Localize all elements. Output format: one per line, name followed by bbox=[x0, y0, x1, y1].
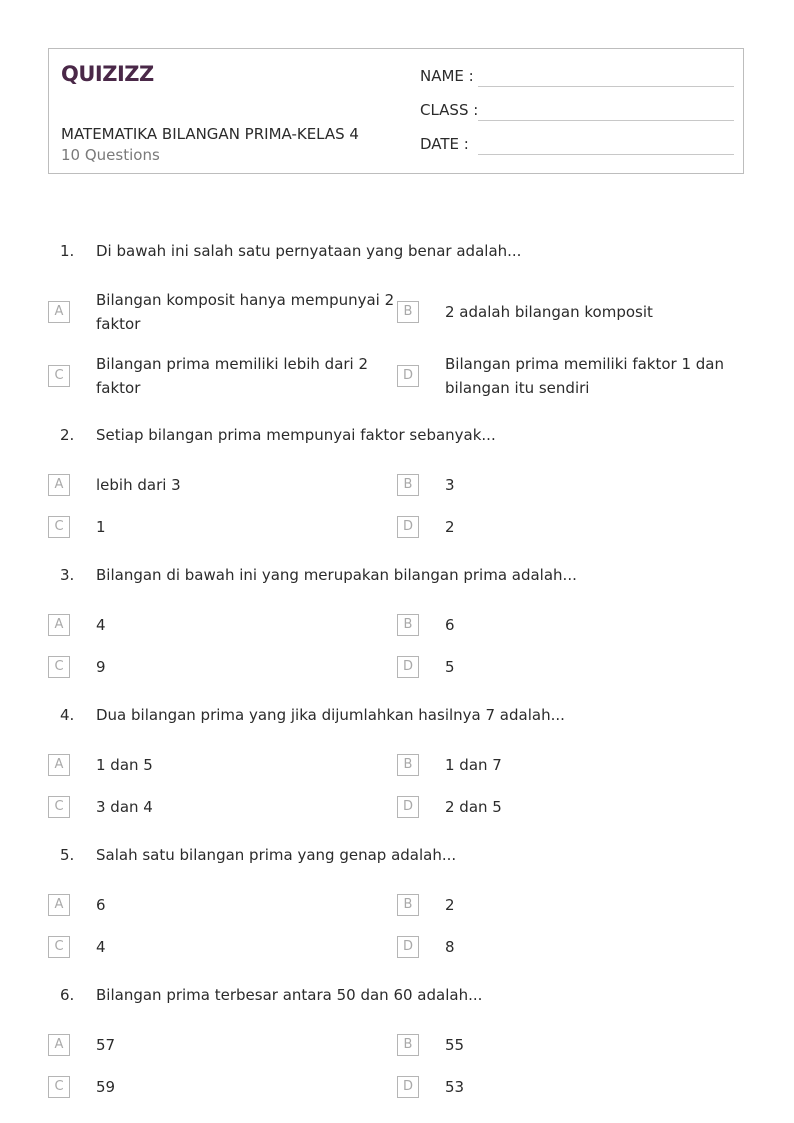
option-text-a: Bilangan komposit hanya mempunyai 2 faktor bbox=[96, 291, 395, 333]
option-text-a: 57 bbox=[96, 1036, 116, 1054]
option-text-c: 1 bbox=[96, 518, 106, 536]
class-field[interactable] bbox=[420, 101, 734, 125]
option-box-b[interactable]: B bbox=[397, 894, 419, 916]
date-line[interactable] bbox=[478, 154, 734, 155]
option-text-a: 6 bbox=[96, 896, 106, 914]
option-box-b[interactable]: B bbox=[397, 474, 419, 496]
question-text: Salah satu bilangan prima yang genap adalah... bbox=[96, 846, 457, 864]
date-field[interactable] bbox=[420, 135, 734, 159]
option-text-d: 2 dan 5 bbox=[445, 798, 502, 816]
option-box-d[interactable]: D bbox=[397, 936, 419, 958]
option-text-b: 6 bbox=[445, 616, 455, 634]
option-box-a[interactable]: A bbox=[48, 894, 70, 916]
option-text-d: 53 bbox=[445, 1078, 465, 1096]
option-text-d: Bilangan prima memiliki faktor 1 dan bilangan itu sendiri bbox=[445, 355, 725, 397]
option-box-a[interactable]: A bbox=[48, 1034, 70, 1056]
name-label: NAME : bbox=[420, 67, 474, 85]
option-box-b[interactable]: B bbox=[397, 614, 419, 636]
option-box-c[interactable]: C bbox=[48, 1076, 70, 1098]
option-text-c: Bilangan prima memiliki lebih dari 2 faktor bbox=[96, 355, 369, 397]
question-number: 2. bbox=[60, 426, 75, 444]
question-number: 5. bbox=[60, 846, 75, 864]
name-field[interactable] bbox=[420, 67, 734, 91]
option-box-a[interactable]: A bbox=[48, 754, 70, 776]
question-text: Dua bilangan prima yang jika dijumlahkan hasilnya 7 adalah... bbox=[96, 706, 565, 724]
option-text-d: 8 bbox=[445, 938, 455, 956]
option-text-c: 9 bbox=[96, 658, 106, 676]
option-box-b[interactable]: B bbox=[397, 754, 419, 776]
question-number: 6. bbox=[60, 986, 75, 1004]
option-box-a[interactable]: A bbox=[48, 474, 70, 496]
option-box-a[interactable]: A bbox=[48, 301, 70, 323]
question-count: 10 Questions bbox=[61, 146, 160, 164]
option-text-a: lebih dari 3 bbox=[96, 476, 181, 494]
option-text-d: 5 bbox=[445, 658, 455, 676]
question-number: 4. bbox=[60, 706, 75, 724]
option-text-b: 2 bbox=[445, 896, 455, 914]
question-text: Bilangan di bawah ini yang merupakan bilangan prima adalah... bbox=[96, 566, 577, 584]
option-text-c: 4 bbox=[96, 938, 106, 956]
date-label: DATE : bbox=[420, 135, 469, 153]
question-text: Di bawah ini salah satu pernyataan yang benar adalah... bbox=[96, 242, 522, 260]
option-box-b[interactable]: B bbox=[397, 301, 419, 323]
question-text: Bilangan prima terbesar antara 50 dan 60 adalah... bbox=[96, 986, 483, 1004]
option-box-d[interactable]: D bbox=[397, 1076, 419, 1098]
option-box-a[interactable]: A bbox=[48, 614, 70, 636]
option-box-c[interactable]: C bbox=[48, 516, 70, 538]
question-text: Setiap bilangan prima mempunyai faktor sebanyak... bbox=[96, 426, 496, 444]
option-text-a: 1 dan 5 bbox=[96, 756, 153, 774]
option-box-d[interactable]: D bbox=[397, 796, 419, 818]
option-text-b: 55 bbox=[445, 1036, 465, 1054]
option-box-d[interactable]: D bbox=[397, 516, 419, 538]
option-text-b: 1 dan 7 bbox=[445, 756, 502, 774]
worksheet-title: MATEMATIKA BILANGAN PRIMA-KELAS 4 bbox=[61, 125, 359, 143]
option-box-b[interactable]: B bbox=[397, 1034, 419, 1056]
option-text-b: 2 adalah bilangan komposit bbox=[445, 303, 653, 321]
option-box-d[interactable]: D bbox=[397, 365, 419, 387]
option-box-c[interactable]: C bbox=[48, 365, 70, 387]
option-text-b: 3 bbox=[445, 476, 455, 494]
class-label: CLASS : bbox=[420, 101, 479, 119]
worksheet-header bbox=[48, 48, 744, 174]
option-text-c: 3 dan 4 bbox=[96, 798, 153, 816]
option-box-c[interactable]: C bbox=[48, 796, 70, 818]
class-line[interactable] bbox=[478, 120, 734, 121]
option-text-c: 59 bbox=[96, 1078, 116, 1096]
option-text-a: 4 bbox=[96, 616, 106, 634]
svg-text:QUIZIZZ: QUIZIZZ bbox=[61, 62, 154, 86]
option-box-d[interactable]: D bbox=[397, 656, 419, 678]
option-text-d: 2 bbox=[445, 518, 455, 536]
question-number: 1. bbox=[60, 242, 75, 260]
option-box-c[interactable]: C bbox=[48, 656, 70, 678]
quizizz-logo bbox=[61, 59, 157, 87]
option-box-c[interactable]: C bbox=[48, 936, 70, 958]
name-line[interactable] bbox=[478, 86, 734, 87]
question-number: 3. bbox=[60, 566, 75, 584]
